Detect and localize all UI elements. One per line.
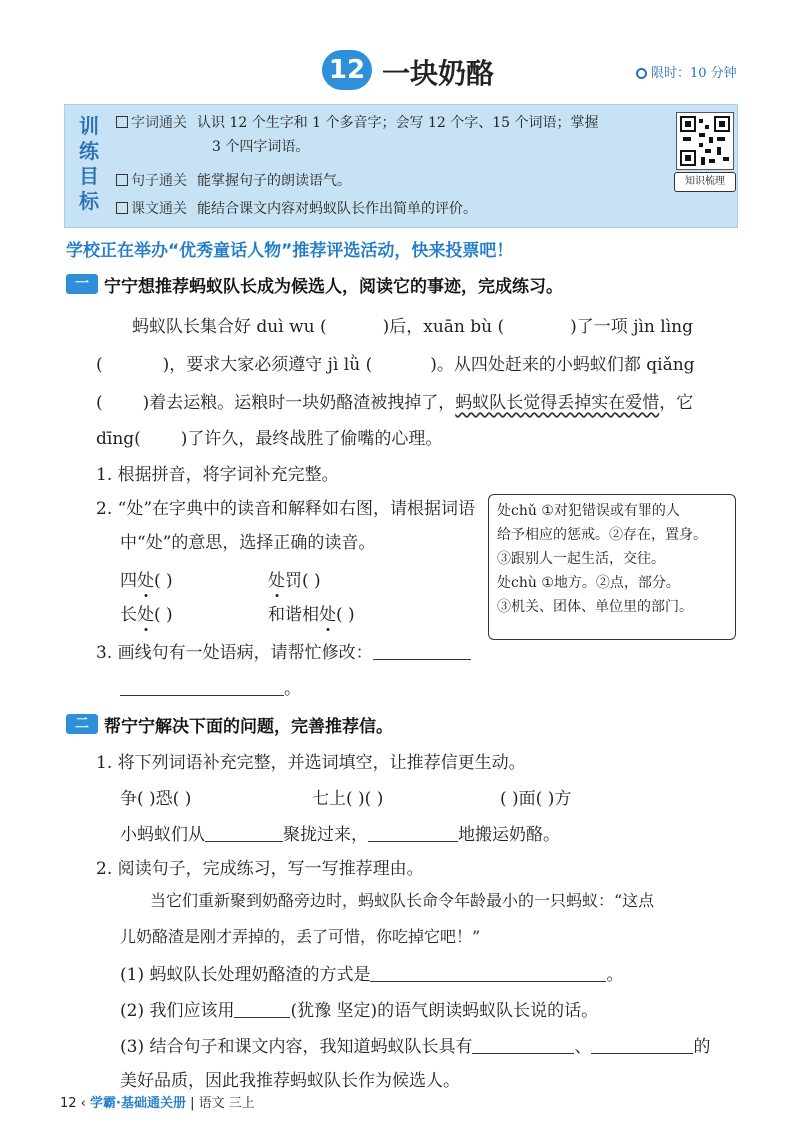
answer-blank[interactable] bbox=[372, 354, 430, 372]
question-2-2: 2. 阅读句子，完成练习，写一写推荐理由。 bbox=[96, 859, 424, 879]
goal-row-words bbox=[116, 112, 599, 134]
passage-line-1 bbox=[132, 312, 693, 337]
quote-line-2: 儿奶酪渣是刚才弄掉的，丢了可惜，你吃掉它吧！” bbox=[120, 927, 481, 946]
answer-blank[interactable] bbox=[103, 354, 163, 372]
dict-line: 处chǔ ①对犯错误或有罪的人 bbox=[497, 503, 680, 519]
qr-code-icon[interactable] bbox=[676, 112, 734, 170]
word-sichu[interactable]: 四处( ) bbox=[120, 571, 173, 591]
intro-line: 学校正在举办“优秀童话人物”推荐评选活动，快来投票吧！ bbox=[66, 241, 514, 261]
question-1-1: 1. 根据拼音，将字词补充完整。 bbox=[96, 465, 339, 485]
idiom-1[interactable]: 争( )恐( ) bbox=[120, 789, 192, 809]
dict-line: ③机关、团体、单位里的部门。 bbox=[497, 599, 693, 615]
fill-sentence bbox=[120, 820, 560, 845]
passage-text: ( bbox=[96, 393, 103, 413]
passage-text: )着去运粮。运粮时一块奶酪渣被拽掉了， bbox=[142, 393, 456, 413]
section-2-badge: 二 bbox=[66, 714, 98, 734]
passage-text: 蚂蚁队长集合好 duì wu ( bbox=[132, 317, 327, 337]
clock-icon bbox=[636, 68, 647, 79]
goal-row-text bbox=[116, 198, 477, 220]
question-text: (1) 蚂蚁队长处理奶酪渣的方式是 bbox=[120, 965, 371, 985]
passage-text: )。从四处赶来的小蚂蚁们都 qiǎng bbox=[430, 355, 695, 375]
passage-line-4 bbox=[96, 424, 442, 449]
goal-text: 3 个四字词语。 bbox=[212, 139, 310, 155]
dict-line: 给予相应的惩戒。②存在，置身。 bbox=[497, 527, 707, 543]
dict-line: 处chù ①地方。②点，部分。 bbox=[497, 575, 680, 591]
goal-text: 能结合课文内容对蚂蚁队长作出简单的评价。 bbox=[197, 201, 477, 217]
answer-line[interactable] bbox=[205, 823, 283, 842]
fill-text: 聚拢过来， bbox=[283, 825, 368, 845]
book-subject: 语文 三上 bbox=[198, 1096, 255, 1111]
passage-text: )，要求大家必须遵守 jì lǜ ( bbox=[162, 355, 373, 375]
fill-text: 地搬运奶酪。 bbox=[458, 825, 560, 845]
goal-tag: 句子通关 bbox=[131, 173, 187, 189]
answer-line[interactable] bbox=[234, 999, 290, 1018]
time-limit bbox=[636, 62, 737, 81]
sub-question-1 bbox=[120, 960, 623, 985]
page-footer: 12 ‹ 学霸·基础通关册 | 语文 三上 bbox=[60, 1096, 255, 1111]
question-1-2-cont: 中“处”的意思，选择正确的读音。 bbox=[120, 533, 376, 553]
checkbox-icon bbox=[116, 202, 128, 214]
idiom-2[interactable]: 七上( )( ) bbox=[312, 789, 384, 809]
passage-line-3 bbox=[96, 388, 693, 413]
word-hexiexiangchu[interactable]: 和谐相处( ) bbox=[268, 605, 355, 625]
question-2-1: 1. 将下列词语补充完整，并选词填空，让推荐信更生动。 bbox=[96, 753, 526, 773]
sub-question-3 bbox=[120, 1032, 710, 1057]
goal-text: 能掌握句子的朗读语气。 bbox=[197, 173, 351, 189]
idiom-3[interactable]: ( )面( )方 bbox=[500, 789, 572, 809]
answer-blank[interactable] bbox=[141, 428, 181, 446]
question-text: (2) 我们应该用 bbox=[120, 1001, 235, 1021]
passage-text: ( bbox=[96, 355, 103, 375]
section-1-badge: 一 bbox=[66, 274, 98, 294]
word-chufa[interactable]: 处罚( ) bbox=[268, 571, 321, 591]
answer-blank[interactable] bbox=[327, 316, 383, 334]
goal-row-sentences bbox=[116, 170, 351, 192]
answer-blank[interactable] bbox=[504, 316, 570, 334]
question-1-3-cont bbox=[120, 674, 301, 699]
goal-tag: 课文通关 bbox=[131, 201, 187, 217]
question-text: 。 bbox=[284, 679, 301, 699]
section-2-title: 帮宁宁解决下面的问题，完善推荐信。 bbox=[104, 717, 393, 737]
answer-line[interactable] bbox=[368, 823, 458, 842]
passage-line-2 bbox=[96, 350, 695, 375]
checkbox-icon bbox=[116, 174, 128, 186]
question-text: 。 bbox=[606, 965, 624, 985]
question-text: (3) 结合句子和课文内容，我知道蚂蚁队长具有 bbox=[120, 1037, 473, 1057]
section-1-title: 宁宁想推荐蚂蚁队长成为候选人，阅读它的事迹，完成练习。 bbox=[104, 277, 563, 297]
passage-text: )了许久，最终战胜了偷嘴的心理。 bbox=[180, 429, 443, 449]
dict-line: ③跟别人一起生活，交往。 bbox=[497, 551, 665, 567]
goal-tag: 字词通关 bbox=[131, 115, 187, 131]
fill-text: 小蚂蚁们从 bbox=[120, 825, 205, 845]
checkbox-icon bbox=[116, 116, 128, 128]
answer-blank[interactable] bbox=[103, 392, 143, 410]
answer-line[interactable] bbox=[373, 641, 471, 660]
book-brand: 学霸·基础通关册 bbox=[90, 1096, 186, 1111]
lesson-title: 一块奶酪 bbox=[382, 57, 495, 90]
word-changchu[interactable]: 长处( ) bbox=[120, 605, 173, 625]
passage-text: )了一项 jìn lìng bbox=[570, 317, 693, 337]
sub-question-2 bbox=[120, 996, 598, 1021]
goal-text: 认识 12 个生字和 1 个多音字；会写 12 个字、15 个词语；掌握 bbox=[197, 115, 599, 131]
passage-text: dīng( bbox=[96, 429, 141, 449]
page-number: 12 bbox=[60, 1096, 77, 1111]
underlined-sentence: 蚂蚁队长觉得丢掉实在爱惜 bbox=[455, 393, 660, 413]
question-text: 、 bbox=[574, 1037, 592, 1057]
question-text: 的 bbox=[693, 1037, 711, 1057]
question-text: 3. 画线句有一处语病，请帮忙修改： bbox=[96, 643, 373, 663]
sub-question-3-cont: 美好品质，因此我推荐蚂蚁队长作为候选人。 bbox=[120, 1071, 460, 1091]
lesson-number-badge: 12 bbox=[322, 50, 372, 90]
quote-line-1: 当它们重新聚到奶酪旁边时，蚂蚁队长命令年龄最小的一只蚂蚁：“这点 bbox=[150, 891, 655, 910]
dictionary-box bbox=[488, 494, 736, 640]
passage-text: ，它 bbox=[659, 393, 694, 413]
answer-line[interactable] bbox=[120, 677, 284, 696]
answer-line[interactable] bbox=[591, 1035, 693, 1054]
question-text: (犹豫 坚定)的语气朗读蚂蚁队长说的话。 bbox=[290, 1001, 599, 1021]
goal-row-words-cont bbox=[212, 136, 309, 158]
training-goals-label: 训练目标 bbox=[79, 114, 99, 213]
time-limit-text: 限时：10 分钟 bbox=[651, 66, 737, 81]
answer-line[interactable] bbox=[472, 1035, 574, 1054]
answer-line[interactable] bbox=[370, 963, 606, 982]
qr-label: 知识梳理 bbox=[674, 172, 736, 192]
question-1-3 bbox=[96, 638, 471, 663]
passage-text: )后，xuān bù ( bbox=[382, 317, 505, 337]
question-1-2: 2. “处”在字典中的读音和解释如右图，请根据词语 bbox=[96, 499, 476, 519]
